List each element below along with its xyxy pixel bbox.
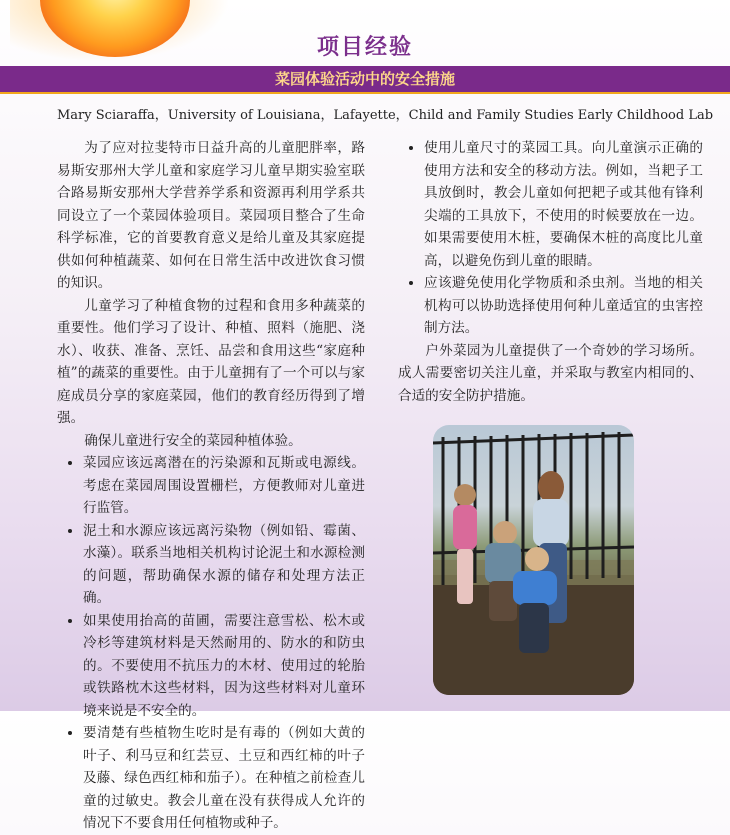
article-subtitle: 菜园体验活动中的安全措施 <box>274 70 455 88</box>
left-column <box>57 137 365 835</box>
list-item: • 要清楚有些植物生吃时是有毒的（例如大黄的叶子、利马豆和红芸豆、土豆和西红柿的叶子及藤、绿色西红柿和茄子）。在种植之前检查儿童的过敏史。教会儿童在没有获得成人允许的情况下不要食用任何植物或种子。 <box>83 722 365 835</box>
closing-paragraph: 户外菜园为儿童提供了一个奇妙的学习场所。成人需要密切关注儿童，并采取与教室内相同的、合适的安全防护措施。 <box>398 342 703 404</box>
learning-paragraph: 儿童学习了种植食物的过程和食用多种蔬菜的重要性。他们学习了设计、种植、照料（施肥、浇水）、收获、准备、烹饪、品尝和食用这些“家庭种植”的蔬菜的重要性。由于儿童拥有了一个可以与家庭成员分享的家庭菜园，他们的教育经历得到了增强。 <box>57 297 365 426</box>
children-gardening-image <box>433 425 634 695</box>
safety-list-right <box>398 137 703 340</box>
list-item: • 应该避免使用化学物质和杀虫剂。当地的相关机构可以协助选择使用何种儿童适宜的虫害控制方法。 <box>424 272 703 340</box>
list-item: • 使用儿童尺寸的菜园工具。向儿童演示正确的使用方法和安全的移动方法。例如，当耙子工具放倒时，教会儿童如何把耙子或其他有锋利尖端的工具放下，不使用的时候要放在一边。如果需要使用木桩，要确保木桩的高度比儿童高，以避免伤到儿童的眼睛。 <box>424 137 703 272</box>
intro-paragraph: 为了应对拉斐特市日益升高的儿童肥胖率，路易斯安那州大学儿童和家庭学习儿童早期实验室联合路易斯安那州大学营养学系和资源再利用学系共同设立了一个菜园体验项目。菜园项目整合了生命科学标准，它的首要教育意义是给儿童及其家庭提供如何种植蔬菜、如何在日常生活中改进饮食习惯的知识。 <box>57 140 365 291</box>
right-column <box>398 137 703 407</box>
author-line: Mary Sciaraffa，University of Louisiana，Lafayette，Child and Family Studies Early Childhood Lab <box>57 108 714 123</box>
garden-photo <box>433 425 634 695</box>
safety-list-left <box>57 452 365 835</box>
band-divider <box>0 92 730 94</box>
list-item: • 泥土和水源应该远离污染物（例如铅、霉菌、水藻）。联系当地相关机构讨论泥土和水源检测的问题，帮助确保水源的储存和处理方法正确。 <box>83 520 365 610</box>
list-item: • 如果使用抬高的苗圃，需要注意雪松、松木或冷杉等建筑材料是天然耐用的、防水的和防虫的。不要使用不抗压力的木材、使用过的轮胎或铁路枕木这些材料，因为这些材料对儿童环境来说是不安全的。 <box>83 610 365 723</box>
list-item: • 菜园应该远离潜在的污染源和瓦斯或电源线。考虑在菜园周围设置栅栏，方便教师对儿童进行监管。 <box>83 452 365 520</box>
safety-lead-paragraph: 确保儿童进行安全的菜园种植体验。 <box>84 432 302 449</box>
page-title: 项目经验 <box>316 34 413 60</box>
